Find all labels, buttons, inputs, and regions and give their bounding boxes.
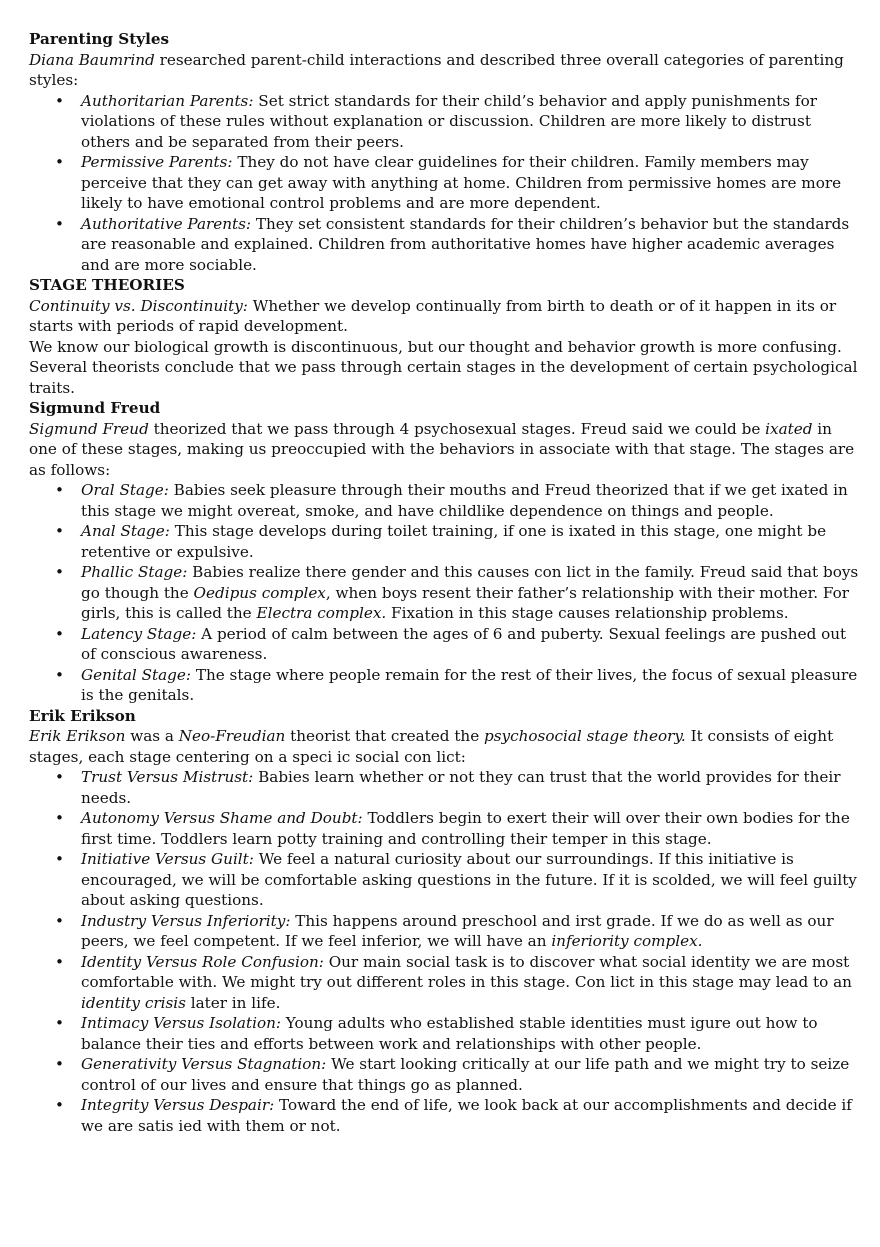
erikson-intro-text: It consists of eight stages, each stage centering on a speci ic social con lict:: [29, 727, 834, 766]
list-item-autonomy: [81, 808, 860, 849]
biological-growth-paragraph: We know our biological growth is discontinuous, but our thought and behavior growth is more confusing. Several theorists conclude that we pass through certain stages in the development of certain psychological traits.: [29, 337, 858, 397]
item-term: Intimacy Versus Isolation:: [81, 1014, 281, 1032]
parenting-list: [29, 91, 860, 276]
item-text: Our main social task is to discover what social identity we are most comfortable with. We might try out different roles in this stage. Con lict in this stage may lead to an: [81, 952, 852, 991]
item-text: Toddlers begin to exert their will over their own bodies for the first time. Toddlers learn potty training and controlling their temper in this stage.: [81, 809, 850, 848]
item-term: Initiative Versus Guilt:: [81, 850, 254, 868]
list-item-authoritative: [81, 214, 860, 276]
item-text: They do not have clear guidelines for their children. Family members may perceive that they can get away with anything at home. Children from permissive homes are more likely to have emotional control problems and are more dependent.: [81, 153, 842, 212]
list-item-initiative: [81, 849, 860, 911]
parenting-intro-term: Diana Baumrind: [29, 50, 155, 69]
item-term: Oral Stage:: [81, 481, 169, 499]
item-term: Autonomy Versus Shame and Doubt:: [81, 809, 363, 827]
item-term: Phallic Stage:: [81, 563, 188, 581]
item-term: Anal Stage:: [81, 522, 170, 540]
item-text: We start looking critically at our life path and we might try to seize control of our lives and ensure that things go as planned.: [81, 1055, 850, 1094]
list-item-permissive: [81, 152, 860, 214]
item-term: Industry Versus Inferiority:: [81, 911, 291, 930]
item-term: Identity Versus Role Confusion:: [81, 952, 324, 971]
item-text: The stage where people remain for the rest of their lives, the focus of sexual pleasure is the genitals.: [81, 665, 858, 704]
list-item-intimacy: [81, 1013, 860, 1054]
erikson-intro-text: theorist that created the: [285, 727, 485, 745]
item-term: Latency Stage:: [81, 624, 197, 643]
freud-intro: [29, 419, 860, 481]
list-item-anal-stage: [81, 521, 860, 562]
freud-intro-text: theorized that we pass through 4 psychosexual stages. Freud said we could be: [148, 419, 766, 438]
item-text: A period of calm between the ages of 6 and puberty. Sexual feelings are pushed out of conscious awareness.: [81, 624, 847, 663]
item-italic: identity crisis: [81, 993, 186, 1012]
list-item-genital-stage: [81, 665, 860, 706]
item-italic: inferiority complex.: [551, 932, 703, 950]
item-text: Babies realize there gender and this causes con lict in the family. Freud said that boys go though the: [81, 563, 859, 602]
list-item-generativity: [81, 1054, 860, 1095]
item-text: , when boys resent their father’s relationship with their mother. For girls, this is called the: [81, 583, 849, 622]
erikson-intro: [29, 726, 860, 767]
item-term: Generativity Versus Stagnation:: [81, 1055, 327, 1073]
continuity-term: Continuity vs. Discontinuity:: [29, 296, 248, 315]
erikson-intro-italic: psychosocial stage theory.: [484, 727, 686, 745]
item-text: Fixation in this stage causes relationship problems.: [386, 604, 789, 622]
item-text: Toward the end of life, we look back at our accomplishments and decide if we are satis ied with them or not.: [81, 1096, 852, 1135]
item-text: This happens around preschool and irst grade. If we do as well as our peers, we feel competent. If we feel inferior, we will have an: [81, 911, 834, 950]
list-item-latency-stage: [81, 624, 860, 665]
heading-stage-theories: STAGE THEORIES: [29, 276, 185, 294]
erikson-intro-text: was a: [125, 727, 179, 745]
item-term: Authoritarian Parents:: [81, 91, 254, 110]
item-text: Babies learn whether or not they can trust that the world provides for their needs.: [81, 768, 841, 807]
erikson-intro-term: Erik Erikson: [29, 727, 126, 745]
list-item-industry: [81, 911, 860, 952]
item-term: Trust Versus Mistrust:: [81, 768, 254, 786]
list-item-integrity: [81, 1095, 860, 1136]
freud-stages-list: [29, 480, 860, 706]
heading-erik-erikson: Erik Erikson: [29, 706, 136, 725]
parenting-intro: [29, 50, 860, 91]
item-term: Authoritative Parents:: [81, 214, 252, 233]
item-text: We feel a natural curiosity about our surroundings. If this initiative is encouraged, we will be comfortable asking questions in the future. If it is scolded, we will feel guilty about asking questions.: [81, 850, 857, 909]
freud-intro-text: in one of these stages, making us preoccupied with the behaviors in associate with that stage. The stages are as follows:: [29, 419, 855, 479]
list-item-trust: [81, 767, 860, 808]
item-text: This stage develops during toilet training, if one is ixated in this stage, one might be retentive or expulsive.: [81, 522, 827, 561]
parenting-intro-text: researched parent-child interactions and described three overall categories of parenting styles:: [29, 50, 844, 89]
item-text: Babies seek pleasure through their mouths and Freud theorized that if we get ixated in this stage we might overeat, smoke, and have childlike dependence on things and people.: [81, 481, 848, 520]
item-text: later in life.: [185, 993, 281, 1012]
freud-intro-term: Sigmund Freud: [29, 419, 149, 438]
item-term: Permissive Parents:: [81, 153, 233, 171]
item-text: Set strict standards for their child’s behavior and apply punishments for violations of these rules without explanation or discussion. Children are more likely to distrust others and be separated from their peers.: [81, 91, 818, 151]
erikson-stages-list: [29, 767, 860, 1136]
item-text: They set consistent standards for their children’s behavior but the standards are reasonable and explained. Children from authoritative homes have higher academic averages and are more sociable.: [81, 214, 850, 274]
item-italic: Electra complex.: [256, 604, 387, 622]
item-term: Genital Stage:: [81, 665, 191, 684]
list-item-authoritarian: [81, 91, 860, 153]
item-term: Integrity Versus Despair:: [81, 1096, 275, 1114]
erikson-intro-italic: Neo-Freudian: [178, 727, 286, 745]
list-item-identity: [81, 952, 860, 1014]
heading-sigmund-freud: Sigmund Freud: [29, 399, 161, 417]
list-item-phallic-stage: [81, 562, 860, 624]
item-text: Young adults who established stable identities must igure out how to balance their ties and efforts between work and relationships with other people.: [81, 1014, 818, 1053]
freud-intro-italic: ixated: [765, 419, 813, 438]
continuity-text: Whether we develop continually from birth to death or of it happen in its or starts with periods of rapid development.: [29, 296, 837, 335]
continuity-paragraph: [29, 296, 860, 337]
list-item-oral-stage: [81, 480, 860, 521]
heading-parenting-styles: Parenting Styles: [29, 30, 170, 48]
item-italic: Oedipus complex: [193, 583, 326, 602]
